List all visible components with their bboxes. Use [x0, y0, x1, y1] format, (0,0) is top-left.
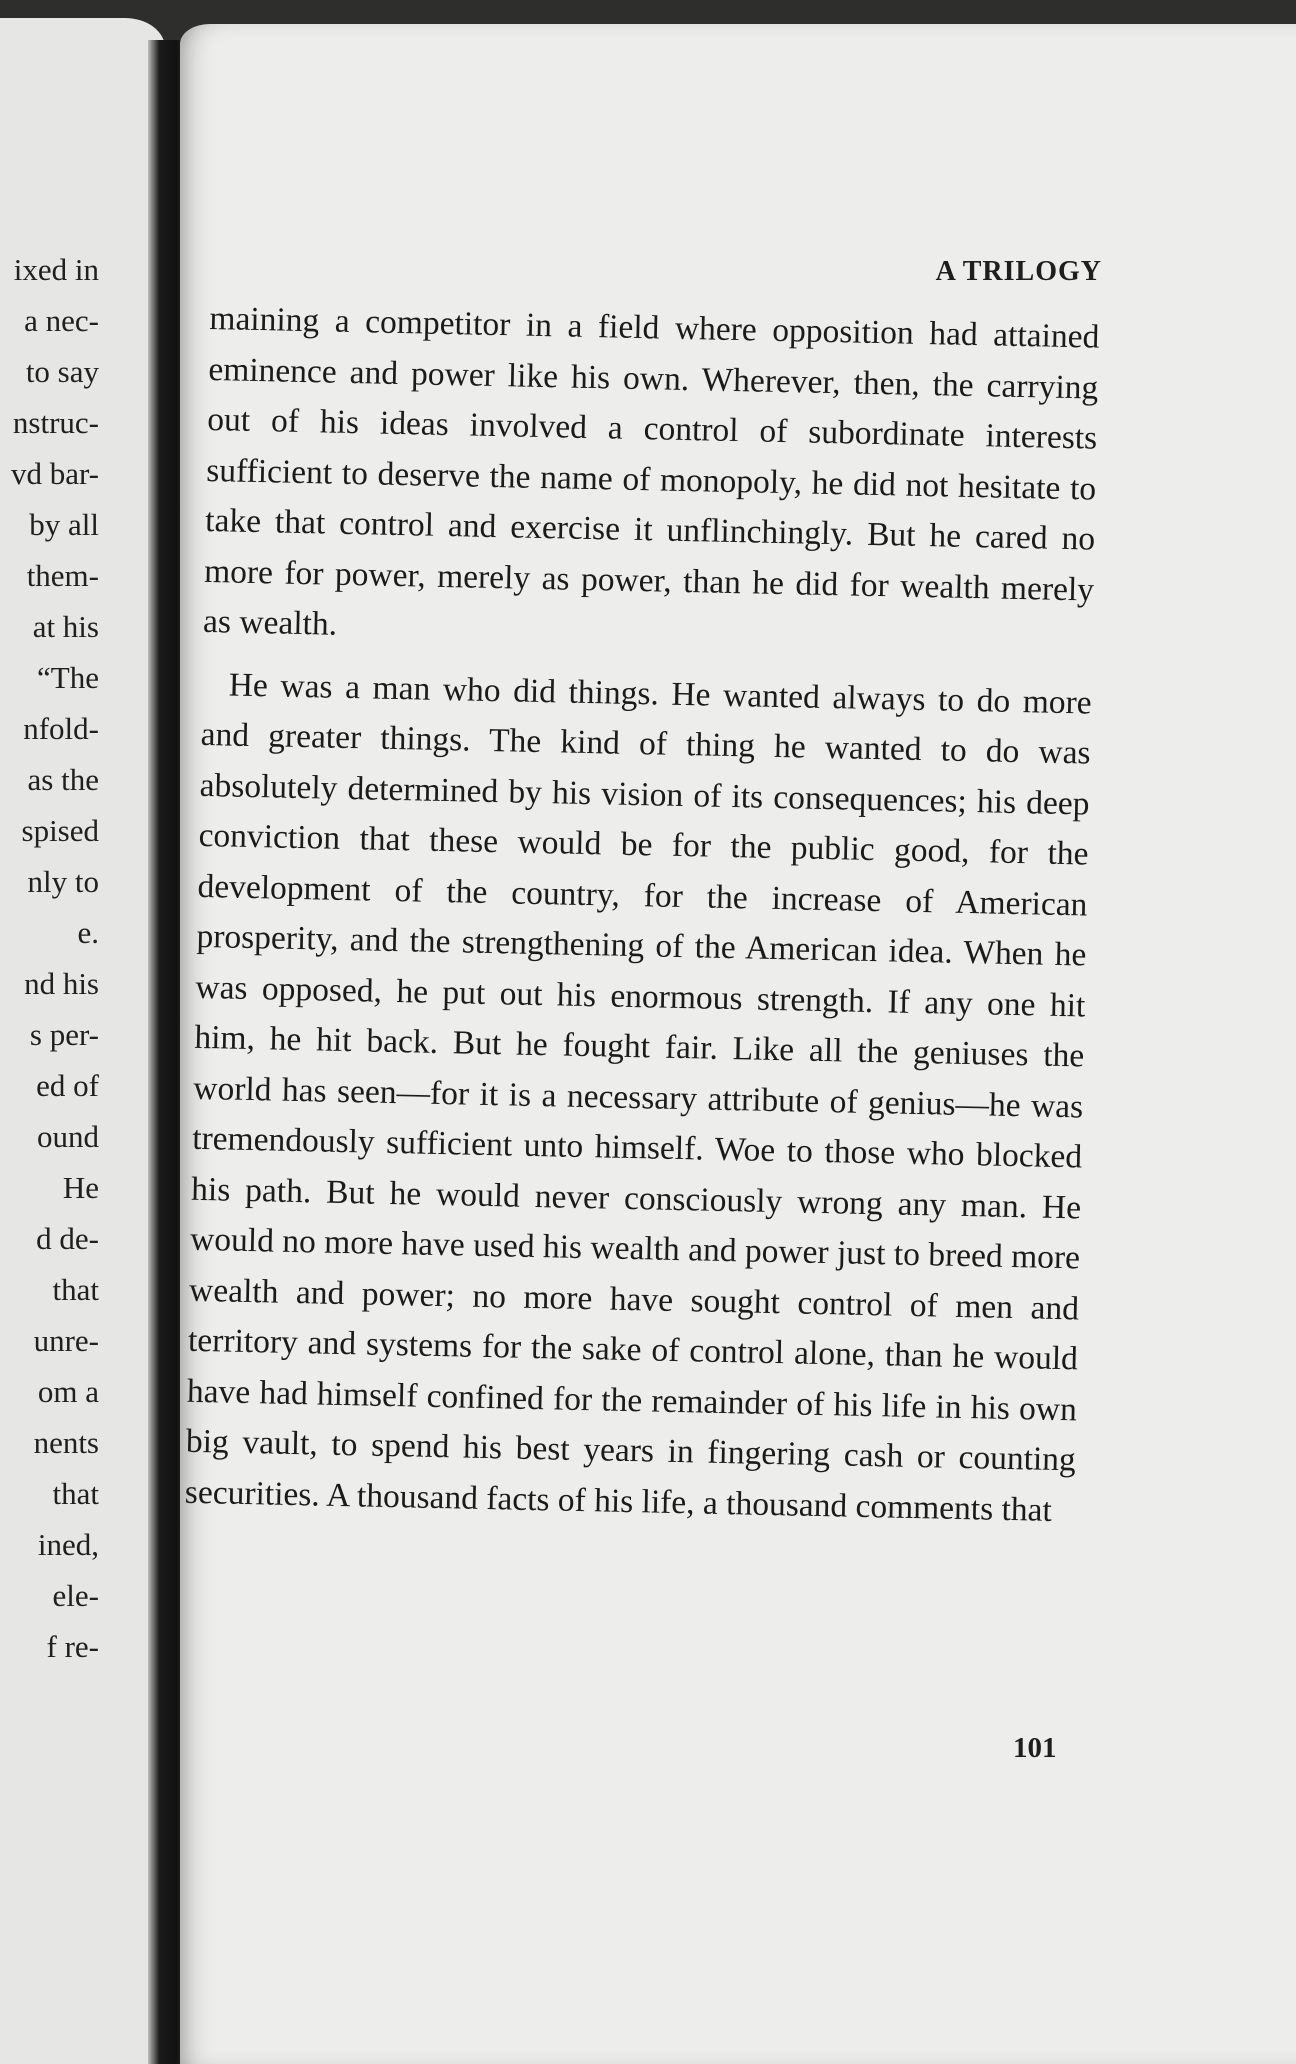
left-page-line: as the	[27, 762, 99, 797]
page-number: 101	[1013, 1732, 1057, 1764]
body-text	[184, 294, 1099, 1536]
left-page-line: nly to	[27, 864, 99, 899]
right-book-page	[180, 24, 1296, 2064]
left-page-line: vd bar-	[10, 456, 99, 491]
left-page-line: to say	[25, 354, 99, 389]
left-page-line: nstruc-	[12, 405, 99, 440]
left-page-line: ound	[37, 1119, 99, 1154]
left-page-line: spised	[21, 813, 99, 848]
left-page-line: nfold-	[23, 711, 99, 746]
left-page-line: nents	[33, 1425, 99, 1460]
left-page-line: ele-	[52, 1578, 99, 1613]
left-page-line: f re-	[46, 1629, 99, 1664]
left-page-line: them-	[26, 558, 99, 593]
left-page-line: that	[52, 1272, 99, 1307]
paragraph: He was a man who did things. He wanted always to do more and greater things. The kind of thing he wanted to do was absolutely determined by his vision of its consequences; his deep conviction that these would be for the public good, for the development of the country, for the increase of American prosperity, and the strengthening of the American idea. When he was opposed, he put out his enormous strength. If any one hit him, he hit back. But he fought fair. Like all the geniuses the world has seen—for it is a necessary attribute of genius—he was tremendously sufficient unto himself. Woe to those who blocked his path. But he would never consciously wrong any man. He would no more have used his wealth and power just to breed more wealth and power; no more have sought control of men and territory and systems for the sake of control alone, than he would have had himself confined for the remainder of his life in his own big vault, to spend his best years in fingering cash or counting securities. A thousand facts of his life, a thousand comments that	[184, 665, 1093, 1529]
left-page-line: d de-	[36, 1221, 99, 1256]
left-page-line: om a	[37, 1374, 99, 1409]
left-page-line: that	[52, 1476, 99, 1511]
left-page-line: a nec-	[24, 303, 99, 338]
running-head: A TRILOGY	[935, 256, 1102, 287]
left-page-line: s per-	[29, 1017, 99, 1052]
left-page-line: at his	[32, 609, 99, 644]
left-page-line: ed of	[36, 1068, 99, 1103]
left-page-line: nd his	[24, 966, 99, 1001]
left-page-line: e.	[77, 915, 99, 950]
left-page-line: unre-	[33, 1323, 99, 1358]
left-page-line: ixed in	[13, 252, 99, 287]
left-page-line: ined,	[37, 1527, 99, 1562]
left-page-line: by all	[29, 507, 99, 542]
left-page-line: He	[62, 1170, 99, 1205]
left-page-line: “The	[37, 660, 99, 695]
left-facing-page	[0, 18, 165, 2064]
paragraph: maining a competitor in a field where opposition had attained eminence and power like his own. Wherever, then, the carrying out of his ideas involved a control of subordinate interests sufficient to deserve the name of monopoly, he did not hesitate to take that control and exercise it unflinchingly. But he cared no more for power, merely as power, than he did for wealth merely as wealth.	[202, 299, 1100, 643]
